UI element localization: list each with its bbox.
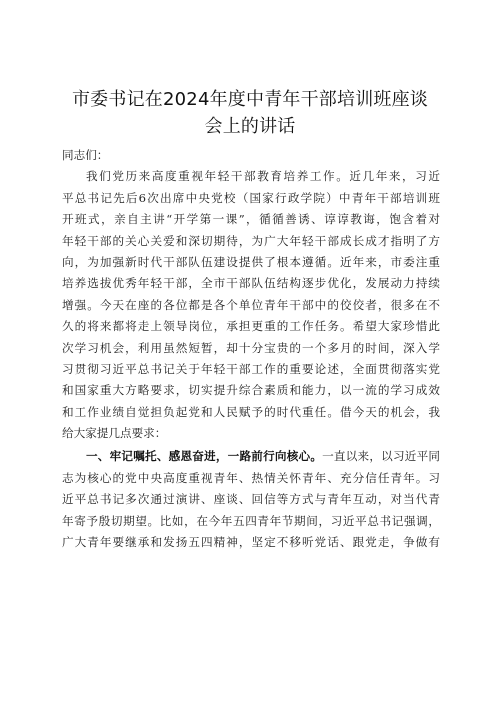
- paragraph-line: 年寄予殷切期望。比如，在今年五四青年节期间，习近平总书记强调，: [62, 513, 440, 528]
- section-heading-line: [62, 446, 440, 467]
- section-heading: 一、牢记嘱托、感恩奋进，一路前行向核心。: [86, 449, 323, 464]
- title-line-2: 会上的讲话: [204, 116, 296, 137]
- paragraph-line: 广大青年要继承和发扬五四精神，坚定不移听党话、跟党走，争做有: [62, 535, 440, 550]
- paragraph-line: 平总书记先后6次出席中央党校（国家行政学院）中青年干部培训班: [62, 190, 440, 205]
- paragraph-line: 和国家重大方略要求，切实提升综合素质和能力，以一流的学习成效: [62, 383, 440, 398]
- paragraph-line: 增强。今天在座的各位都是各个单位青年干部中的佼佼者，很多在不: [62, 297, 440, 312]
- paragraph-line: 开班式，亲自主讲“开学第一课”，循循善诱、谆谆教诲，饱含着对: [62, 212, 440, 227]
- document-title: [60, 86, 440, 140]
- paragraph-line: 近平总书记多次通过演讲、座谈、回信等方式与青年互动，对当代青: [62, 492, 440, 507]
- paragraph-line: 给大家提几点要求：: [62, 426, 167, 441]
- title-line-1: 市委书记在2024年度中青年干部培训班座谈: [71, 89, 428, 110]
- paragraph-1: [62, 166, 440, 444]
- paragraph-line: 习贯彻习近平总书记关于年轻干部工作的重要论述，全面贯彻落实党: [62, 361, 440, 376]
- document-body: [62, 145, 440, 553]
- section-1: [62, 446, 440, 553]
- greeting: 同志们：: [62, 148, 109, 162]
- paragraph-line: 向，为加强新时代干部队伍建设提供了根本遵循。近年来，市委注重: [62, 254, 440, 269]
- paragraph-line: 和工作业绩自觉担负起党和人民赋予的时代重任。借今天的机会，我: [62, 404, 440, 419]
- paragraph-line: 久的将来都将走上领导岗位，承担更重的工作任务。希望大家珍惜此: [62, 319, 440, 334]
- section-heading-tail: 一直以来，以习近平同: [322, 449, 440, 464]
- paragraph-line: 年轻干部的关心关爱和深切期待，为广大年轻干部成长成才指明了方: [62, 233, 440, 248]
- paragraph-line: 次学习机会，利用虽然短暂，却十分宝贵的一个多月的时间，深入学: [62, 340, 440, 355]
- paragraph-line: 志为核心的党中央高度重视青年、热情关怀青年、充分信任青年。习: [62, 470, 440, 485]
- paragraph-line: 我们党历来高度重视年轻干部教育培养工作。近几年来，习近: [86, 169, 440, 184]
- paragraph-line: 培养选拔优秀年轻干部，全市干部队伍结构逐步优化，发展动力持续: [62, 276, 440, 291]
